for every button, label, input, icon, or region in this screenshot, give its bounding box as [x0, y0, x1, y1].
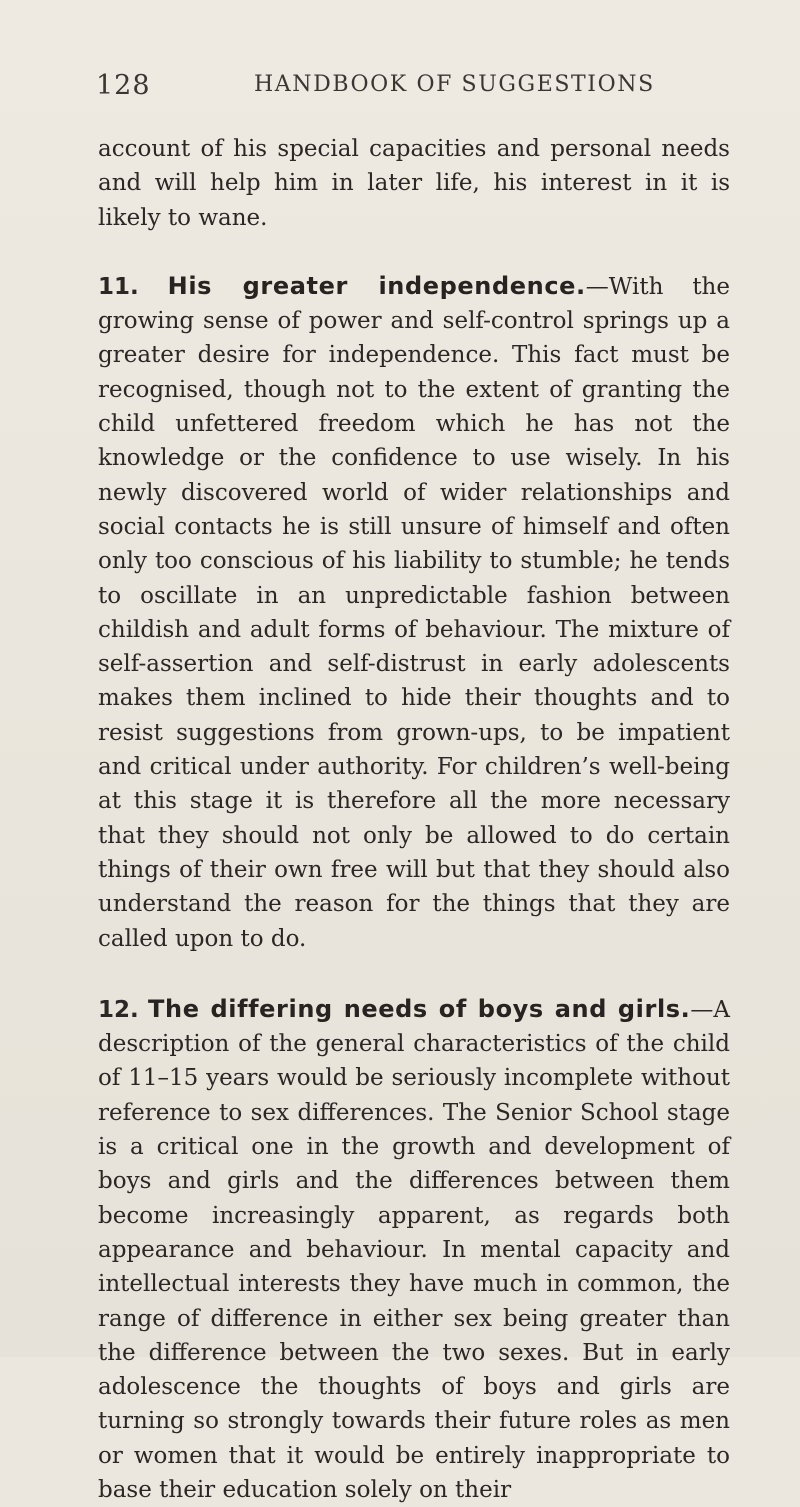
- paragraph-text: account of his special capacities and personal needs and will help him in later life, his interest in it is likely to wane.: [98, 136, 730, 231]
- running-head: [96, 70, 726, 114]
- section-text: —A description of the general characteristics of the child of 11–15 years would be seriously incomplete without reference to sex differences. The Senior School stage is a critical one in the growth and development of boys and girls and the differences between them become increasingly apparent, as regards both appearance and behaviour. In mental capacity and intellectual interests they have much in common, the range of difference in either sex being greater than the difference between the two sexes. But in early adolescence the thoughts of boys and girls are turning so strongly towards their future roles as men or women that it would be entirely inappropriate to base their education solely on their: [98, 996, 730, 1503]
- section-text: —With the growing sense of power and self-control springs up a greater desire for independence. This fact must be recognised, though not to the extent of granting the child unfettered freedom which he has not the knowledge or the confidence to use wisely. In his newly discovered world of wider relationships and social contacts he is still unsure of himself and often only too conscious of his liability to stumble; he tends to oscillate in an unpredictable fashion between childish and adult forms of behaviour. The mixture of self-assertion and self-distrust in early adolescents makes them inclined to hide their thoughts and to resist suggestions from grown-ups, to be impatient and critical under authority. For children’s well-being at this stage it is therefore all the more necessary that they should not only be allowed to do certain things of their own free will but that they should also understand the reason for the things that they are called upon to do.: [98, 273, 730, 952]
- page-number: 128: [96, 70, 151, 101]
- section-number: 12.: [98, 996, 139, 1023]
- section-number: 11.: [98, 273, 139, 300]
- section-heading: The differing needs of boys and girls.: [148, 994, 691, 1023]
- paragraph-continuation: [98, 132, 730, 235]
- section-12: [98, 992, 730, 1507]
- running-title: HANDBOOK OF SUGGESTIONS: [254, 72, 655, 97]
- body-text: [98, 132, 730, 1507]
- section-11: [98, 269, 730, 956]
- section-heading: His greater independence.: [167, 271, 586, 300]
